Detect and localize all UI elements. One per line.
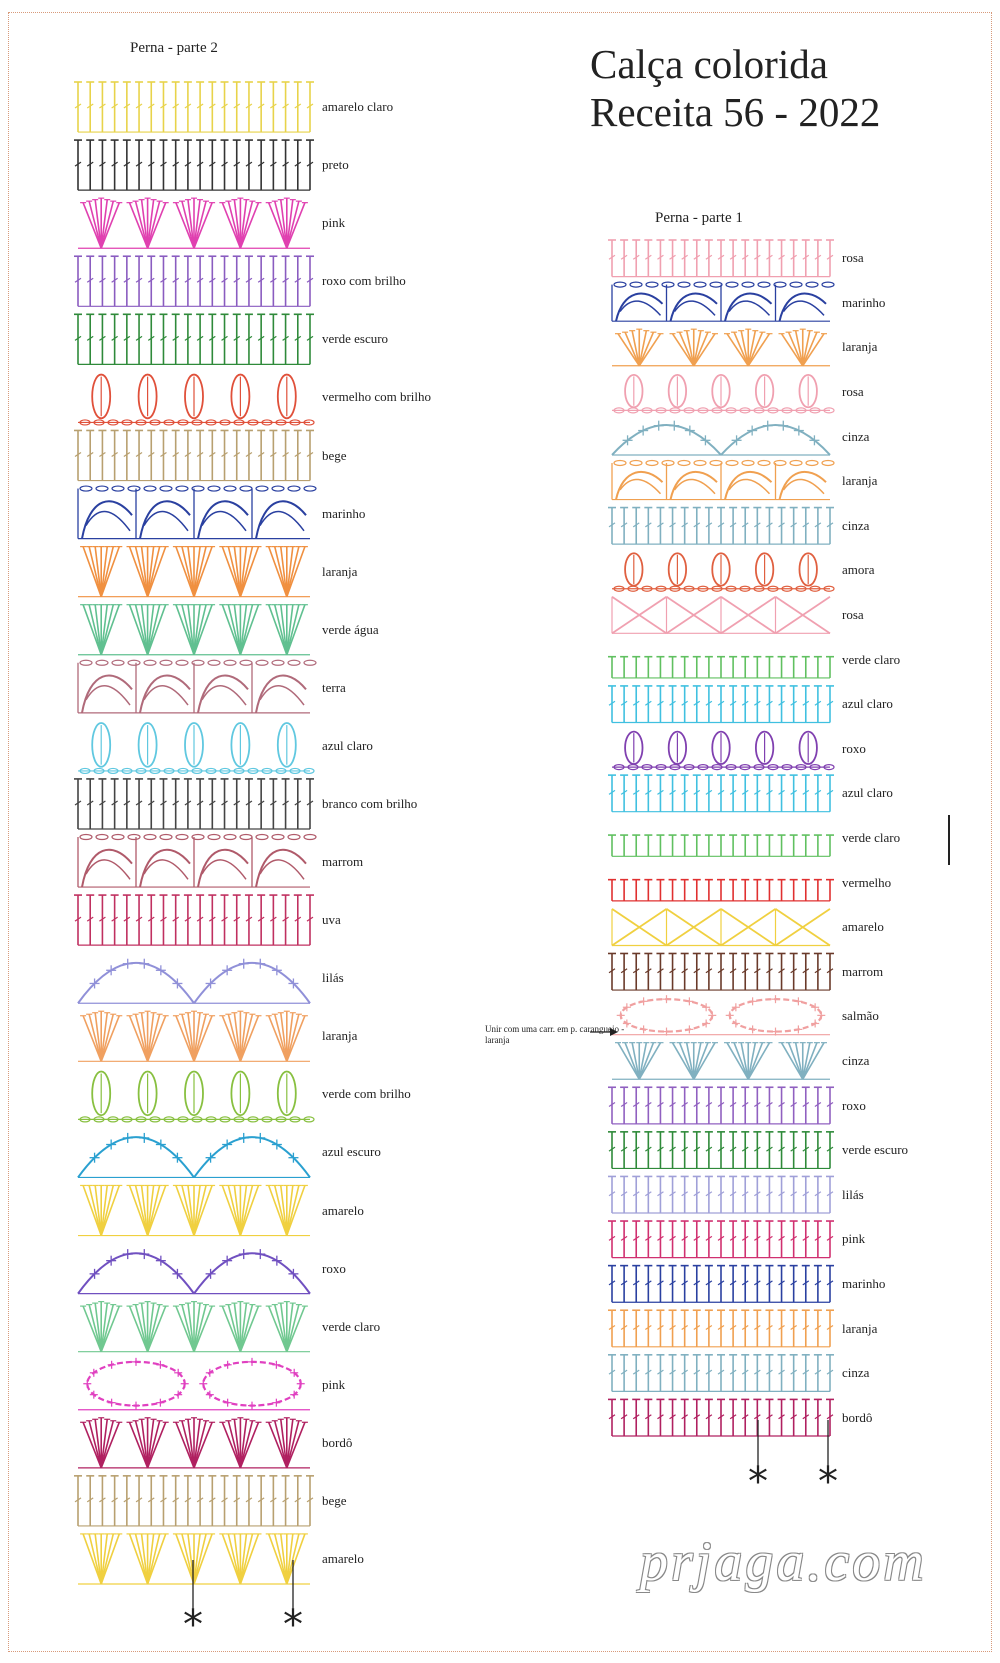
right-row-label: laranja [842, 1320, 878, 1336]
right-row-13-motif [608, 835, 834, 856]
right-row-20-motif [608, 1132, 834, 1169]
left-row-label: amarelo claro [322, 99, 394, 115]
right-row-3-motif [612, 375, 834, 413]
left-row-label: amarelo [322, 1550, 364, 1566]
right-row-17-motif [612, 995, 830, 1035]
right-row-label: cinza [842, 428, 870, 444]
left-row-2-motif [78, 198, 310, 248]
left-row-18-motif [78, 1133, 310, 1178]
left-row-label: azul claro [322, 737, 373, 753]
right-row-22-motif [608, 1221, 834, 1258]
right-row-6-motif [608, 508, 834, 545]
left-row-label: pink [322, 1376, 346, 1392]
right-row-26-motif [608, 1399, 834, 1436]
right-row-label: marinho [842, 294, 886, 310]
left-row-label: bege [322, 447, 347, 463]
right-row-9-motif [608, 657, 834, 678]
left-row-label: laranja [322, 1028, 358, 1044]
right-row-label: cinza [842, 1052, 870, 1068]
right-row-label: cinza [842, 1365, 870, 1381]
left-row-label: roxo com brilho [322, 273, 406, 289]
left-row-label: terra [322, 679, 346, 695]
left-row-label: lilás [322, 970, 344, 986]
left-row-label: verde com brilho [322, 1086, 411, 1102]
left-row-12-motif [74, 779, 314, 829]
right-row-7-motif [612, 553, 834, 591]
left-row-label: amarelo [322, 1202, 364, 1218]
left-row-4-motif [74, 314, 314, 364]
right-row-label: azul claro [842, 785, 893, 801]
right-row-label: rosa [842, 384, 864, 400]
right-row-label: laranja [842, 339, 878, 355]
left-row-3-motif [74, 256, 314, 306]
right-row-label: verde escuro [842, 1142, 909, 1158]
right-asterisk-1: * [748, 1459, 768, 1505]
right-row-label: marinho [842, 1275, 886, 1291]
right-row-15-motif [612, 909, 830, 946]
right-row-label: cinza [842, 517, 870, 533]
left-row-label: vermelho com brilho [322, 389, 432, 405]
left-row-label: pink [322, 215, 346, 231]
right-row-1-motif [612, 282, 834, 321]
right-row-label: lilás [842, 1186, 864, 1202]
right-row-label: amora [842, 562, 875, 578]
right-row-5-motif [612, 460, 834, 499]
left-section-title: Perna - parte 2 [130, 40, 218, 56]
left-row-23-motif [78, 1418, 310, 1468]
right-row-label: rosa [842, 607, 864, 623]
left-row-24-motif [74, 1476, 314, 1526]
right-row-19-motif [608, 1087, 834, 1124]
left-row-6-motif [74, 430, 314, 480]
left-row-0-motif [74, 82, 314, 132]
right-row-8-motif [612, 597, 830, 634]
right-row-2-motif [612, 329, 830, 366]
left-row-22-motif [78, 1358, 310, 1410]
right-row-18-motif [612, 1043, 830, 1080]
left-row-17-motif [78, 1071, 314, 1121]
left-row-9-motif [78, 605, 310, 655]
watermark: prjaga.com [640, 1531, 927, 1593]
right-row-label: amarelo [842, 919, 884, 935]
left-row-20-motif [78, 1249, 310, 1294]
right-row-11-motif [612, 732, 834, 770]
left-row-label: verde claro [322, 1318, 381, 1334]
right-row-label: verde claro [842, 651, 901, 667]
right-row-16-motif [608, 953, 834, 990]
right-row-25-motif [608, 1355, 834, 1392]
right-row-label: vermelho [842, 874, 892, 890]
left-asterisk-2: * [283, 1602, 303, 1648]
left-row-13-motif [78, 835, 316, 888]
right-row-label: verde claro [842, 830, 901, 845]
right-row-10-motif [608, 686, 834, 723]
left-row-10-motif [78, 660, 316, 713]
right-section-title: Perna - parte 1 [655, 210, 743, 226]
left-row-label: bordô [322, 1434, 353, 1450]
right-row-12-motif [608, 775, 834, 812]
left-row-11-motif [78, 723, 314, 773]
right-row-23-motif [608, 1266, 834, 1303]
right-row-label: laranja [842, 473, 878, 489]
left-row-8-motif [78, 547, 310, 597]
right-row-label: rosa [842, 250, 864, 266]
join-note: Unir com uma carr. em p. caranguejo - laranja [485, 1024, 625, 1045]
left-row-14-motif [74, 895, 314, 945]
right-row-14-motif [608, 880, 834, 901]
page-subtitle: Receita 56 - 2022 [590, 89, 881, 135]
right-row-24-motif [608, 1310, 834, 1347]
right-row-4-motif [612, 421, 830, 455]
right-row-label: marrom [842, 963, 884, 979]
left-row-label: bege [322, 1492, 347, 1508]
left-row-label: marinho [322, 505, 366, 521]
left-row-15-motif [78, 959, 310, 1004]
right-row-label: salmão [842, 1008, 879, 1024]
left-row-label: uva [322, 912, 341, 928]
left-row-19-motif [78, 1185, 310, 1235]
left-row-label: verde água [322, 621, 379, 637]
left-row-7-motif [78, 486, 316, 539]
left-row-label: laranja [322, 563, 358, 579]
right-asterisk-2: * [818, 1459, 838, 1505]
left-row-5-motif [78, 375, 314, 425]
right-row-label: roxo [842, 740, 866, 756]
right-row-0-motif [608, 240, 834, 277]
right-row-label: pink [842, 1231, 866, 1247]
right-row-label: azul claro [842, 696, 893, 712]
left-row-label: azul escuro [322, 1144, 381, 1160]
left-row-16-motif [78, 1011, 310, 1061]
left-row-1-motif [74, 140, 314, 190]
right-row-label: roxo [842, 1097, 866, 1113]
right-row-21-motif [608, 1176, 834, 1213]
left-asterisk-1: * [183, 1602, 203, 1648]
left-row-21-motif [78, 1302, 310, 1352]
left-row-label: roxo [322, 1260, 346, 1276]
left-row-label: verde escuro [322, 331, 389, 347]
page-title: Calça colorida [590, 41, 828, 87]
right-row-label: bordô [842, 1409, 873, 1425]
left-row-label: branco com brilho [322, 795, 418, 811]
left-row-25-motif [78, 1534, 310, 1584]
left-row-label: marrom [322, 854, 364, 870]
left-row-label: preto [322, 157, 349, 173]
